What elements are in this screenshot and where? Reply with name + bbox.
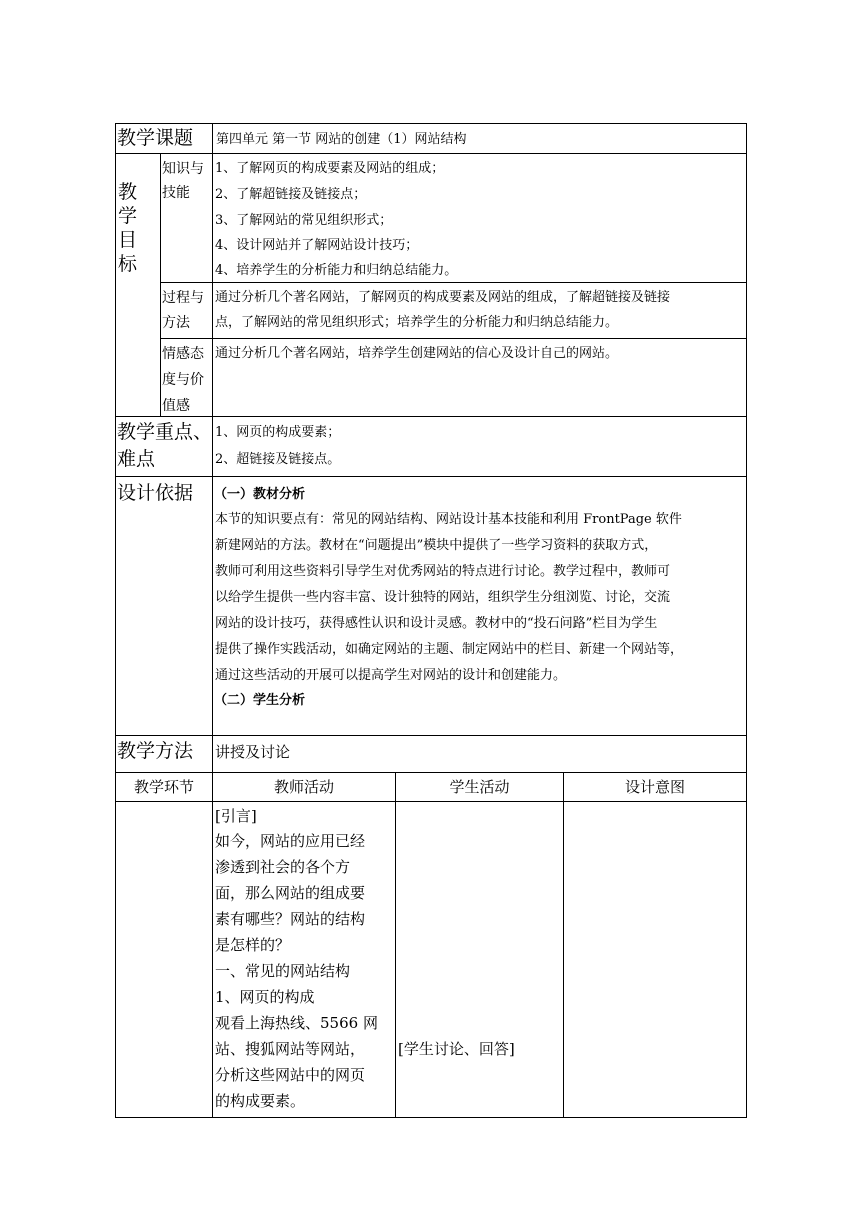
method-label: 教学方法 [117, 740, 194, 762]
row-divider [115, 153, 747, 154]
teacher-activity-line: 一、常见的网站结构 [215, 962, 351, 980]
teacher-activity-line: 分析这些网站中的网页 [215, 1066, 366, 1084]
design-basis-line: 教师可利用这些资料引导学生对优秀网站的特点进行讨论。教学过程中，教师可 [215, 564, 671, 579]
table-border-left [115, 123, 116, 1118]
knowledge-item: 3、了解网站的常见组织形式； [215, 213, 393, 228]
design-basis-line: 通过这些活动的开展可以提高学生对网站的设计和创建能力。 [215, 668, 567, 683]
objectives-label-char: 目 [118, 229, 138, 251]
teacher-activity-line: 站、搜狐网站等网站， [215, 1040, 366, 1058]
teacher-activity-line: 渗透到社会的各个方 [215, 858, 351, 876]
knowledge-label: 知识与 [162, 161, 204, 177]
textbook-analysis-heading: （一）教材分析 [214, 487, 306, 502]
table-border-top [115, 123, 747, 124]
key-point-item: 1、网页的构成要素； [215, 425, 341, 440]
teacher-activity-line: 面，那么网站的组成要 [215, 884, 366, 902]
key-points-label: 教学重点、 [117, 421, 213, 443]
student-analysis-heading: （二）学生分析 [214, 693, 306, 708]
teacher-activity-line: 是怎样的？ [215, 936, 291, 954]
teacher-activity-line: 的构成要素。 [215, 1092, 306, 1110]
teacher-activity-line: 1、网页的构成 [215, 988, 315, 1006]
column-divider [160, 153, 161, 417]
knowledge-item: 2、了解超链接及链接点； [215, 187, 367, 202]
emotion-text: 通过分析几个著名网站，培养学生创建网站的信心及设计自己的网站。 [215, 346, 619, 361]
header-design-intent: 设计意图 [624, 778, 685, 796]
key-point-item: 2、超链接及链接点。 [215, 452, 341, 467]
row-divider [160, 282, 747, 283]
teacher-activity-line: 如今，网站的应用已经 [215, 832, 366, 850]
course-title-label: 教学课题 [117, 127, 194, 149]
student-activity-text: [学生讨论、回答] [398, 1040, 515, 1058]
row-divider [160, 338, 747, 339]
design-basis-line: 提供了操作实践活动，如确定网站的主题、制定网站中的栏目、新建一个网站等， [215, 642, 684, 657]
row-divider [115, 772, 747, 773]
row-divider [115, 801, 747, 802]
method-value: 讲授及讨论 [215, 743, 291, 761]
header-teacher-activity: 教师活动 [273, 778, 334, 796]
objectives-label-char: 教 [118, 181, 138, 203]
table-border-right [746, 123, 747, 1118]
process-label: 过程与 [162, 290, 204, 306]
process-text-line: 通过分析几个著名网站，了解网页的构成要素及网站的组成，了解超链接及链接 [215, 290, 671, 305]
column-divider [395, 772, 396, 1118]
knowledge-label: 技能 [162, 185, 190, 201]
process-text-line: 点，了解网站的常见组织形式；培养学生的分析能力和归纳总结能力。 [215, 315, 619, 330]
knowledge-item: 4、设计网站并了解网站设计技巧； [215, 238, 419, 253]
emotion-label: 情感态 [162, 346, 204, 362]
column-divider [212, 123, 213, 1118]
emotion-label: 度与价 [162, 372, 204, 388]
design-basis-line: 本节的知识要点有：常见的网站结构、网站设计基本技能和利用 FrontPage 软件 [215, 512, 682, 527]
key-points-label: 难点 [117, 448, 156, 470]
knowledge-item: 1、了解网页的构成要素及网站的组成； [215, 161, 445, 176]
column-divider [563, 772, 564, 1118]
design-basis-line: 以给学生提供一些内容丰富、设计独特的网站，组织学生分组浏览、讨论，交流 [215, 590, 671, 605]
header-student-activity: 学生活动 [449, 778, 510, 796]
objectives-label-char: 学 [118, 205, 138, 227]
design-basis-label: 设计依据 [117, 482, 194, 504]
emotion-label: 值感 [162, 398, 190, 414]
teacher-activity-line: 观看上海热线、5566 网 [215, 1014, 378, 1032]
row-divider [115, 476, 747, 477]
row-divider [115, 735, 747, 736]
objectives-label-char: 标 [118, 253, 138, 275]
design-basis-line: 新建网站的方法。教材在“问题提出”模块中提供了一些学习资料的获取方式， [215, 538, 658, 553]
course-title-value: 第四单元 第一节 网站的创建（1）网站结构 [216, 132, 467, 147]
table-border-bottom [115, 1117, 747, 1118]
teacher-activity-line: [引言] [215, 807, 257, 825]
knowledge-item: 4、培养学生的分析能力和归纳总结能力。 [215, 263, 458, 278]
row-divider [115, 416, 747, 417]
header-teaching-stage: 教学环节 [133, 778, 194, 796]
teacher-activity-line: 素有哪些？网站的结构 [215, 910, 366, 928]
design-basis-line: 网站的设计技巧，获得感性认识和设计灵感。教材中的“投石问路”栏目为学生 [215, 616, 658, 631]
process-label: 方法 [162, 315, 190, 331]
